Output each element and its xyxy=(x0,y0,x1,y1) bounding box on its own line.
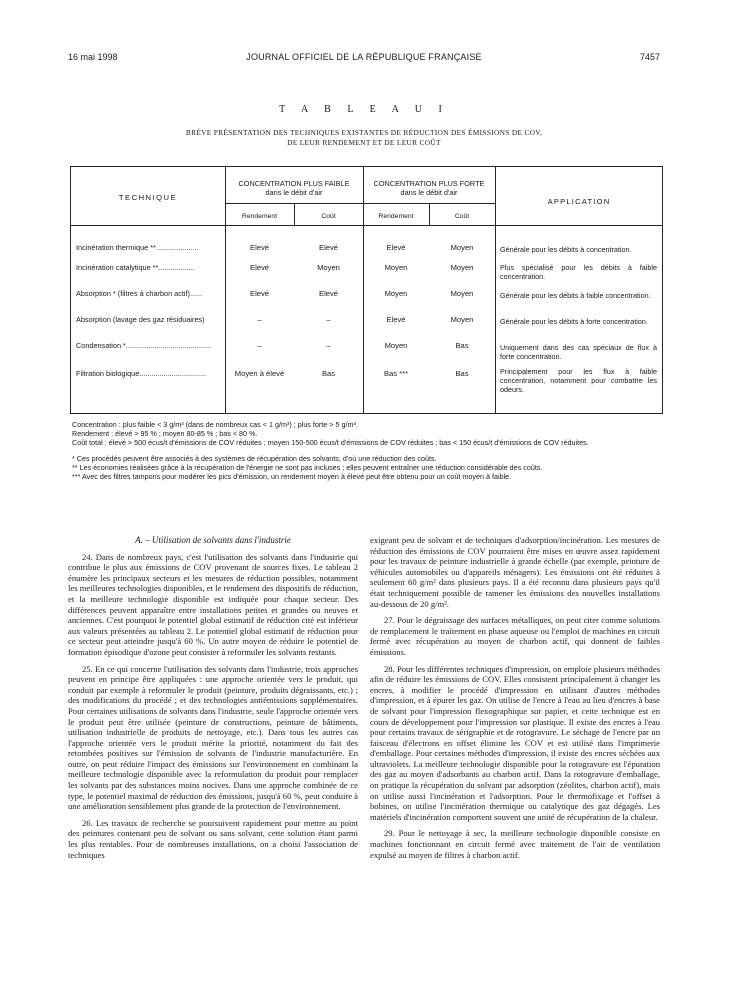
table-row xyxy=(71,243,662,263)
row-technique: Absorption * (filtres à charbon actif)...... xyxy=(76,289,203,298)
table-row xyxy=(71,367,662,394)
col-sub-rendement: Rendement xyxy=(241,213,278,220)
body-column-right xyxy=(370,535,660,860)
header-journal-title: JOURNAL OFFICIEL DE LA RÉPUBLIQUE FRANÇAISE xyxy=(246,52,482,62)
row-application: Générale pour les débits à forte concentration. xyxy=(500,317,648,326)
col-group-forte-line2: dans le débit d'air xyxy=(400,188,458,197)
table-row xyxy=(71,263,662,283)
row-rendement-faible: Elevé xyxy=(250,243,269,252)
table-subtitle-line2: DE LEUR RENDEMENT ET DE LEUR COÛT xyxy=(287,138,441,147)
table-hline xyxy=(225,203,495,204)
col-sub-cout: Coût xyxy=(454,213,470,220)
row-cout-faible: – xyxy=(326,315,331,324)
table-hline xyxy=(71,225,662,226)
note-star2: ** Les économies réalisées grâce à la récupération de l'énergie ne sont pas incluses ; elles peuvent entraîner une réduction considérable des coûts. xyxy=(72,463,543,472)
row-cout-forte: Bas xyxy=(455,341,469,350)
table-subtitle xyxy=(68,128,660,148)
table-row xyxy=(71,315,662,335)
row-rendement-faible: Elevé xyxy=(250,289,269,298)
col-header-technique: TECHNIQUE xyxy=(118,193,178,202)
row-application: Générale pour les débits à concentration. xyxy=(500,245,632,254)
col-group-forte xyxy=(363,179,495,197)
body-column-left xyxy=(68,535,358,860)
header-date: 16 mai 1998 xyxy=(68,52,118,62)
row-rendement-forte: Moyen xyxy=(384,289,408,298)
row-technique: Incinération thermique **..................... xyxy=(76,243,199,252)
row-rendement-faible: – xyxy=(257,341,262,350)
row-cout-faible: Elevé xyxy=(319,243,338,252)
col-header-application: APPLICATION xyxy=(547,197,611,206)
row-rendement-forte: Moyen xyxy=(384,263,408,272)
col-group-forte-line1: CONCENTRATION PLUS FORTE xyxy=(373,179,485,188)
table-notes xyxy=(72,420,662,481)
techniques-table xyxy=(70,166,663,414)
note-concentration: Concentration : plus faible < 3 g/m³ (dans de nombreux cas < 1 g/m³) ; plus forte > 5 g/m³. xyxy=(72,420,358,429)
row-rendement-faible: Elevé xyxy=(250,263,269,272)
row-technique: Condensation *.......................................... xyxy=(76,341,212,350)
col-group-faible-line2: dans le débit d'air xyxy=(265,188,323,197)
row-rendement-forte: Bas *** xyxy=(383,369,409,378)
row-cout-faible: Elevé xyxy=(319,289,338,298)
row-rendement-faible: Moyen à élevé xyxy=(234,369,285,378)
row-rendement-forte: Moyen xyxy=(384,341,408,350)
row-cout-faible: Bas xyxy=(321,369,336,378)
row-cout-forte: Moyen xyxy=(450,263,474,272)
note-star1: * Ces procédés peuvent être associés à des systèmes de récupération des solvants, d'où une réduction des coûts. xyxy=(72,454,437,463)
paragraph-29: 29. Pour le nettoyage à sec, la meilleure technologie disponible consiste en machines fonctionnant en circuit fermé avec traitement de l'air de ventilation expulsé au moyen de filtres à charbon actif. xyxy=(370,828,660,860)
row-application: Générale pour les débits à faible concentration. xyxy=(500,291,651,300)
paragraph-26-continued: exigeant peu de solvant et de techniques d'adsorption/incinération. Les mesures de réduction des émissions de COV pourraient être mises en œuvre assez rapidement pour les travaux de peinture industrielle à grande échelle (par exemple, peinture de véhicules automobiles ou d'appareils ménagers). Les émissions ont été réduites à seulement 60 g/m² dans plusieurs pays. Il a été reconnu dans plusieurs pays qu'il était techniquement possible de ramener les émissions des nouvelles installations au-dessous de 20 g/m². xyxy=(370,535,660,609)
note-cout: Coût total : élevé > 500 écus/t d'émissions de COV réduites ; moyen 150-500 écus/t d'émissions de COV réduites ; bas < 150 écus/t d'émissions de COV réduites. xyxy=(72,438,589,447)
row-technique: Incinération catalytique **.................. xyxy=(76,263,195,272)
row-rendement-faible: – xyxy=(257,315,262,324)
row-rendement-forte: Elevé xyxy=(386,243,406,252)
paragraph-28: 28. Pour les différentes techniques d'impression, on emploie plusieurs méthodes afin de réduire les émissions de COV. Elles consistent principalement à changer les encres, à modifier le procédé d'impression en utilisant d'autres méthodes d'impression, et à épurer les gaz. On utilise de l'encre à l'eau au lieu d'encres à base de solvant pour l'impression flexographique sur papier, et cette technique est en cours de développement pour l'impression sur plastique. Il existe des encres à l'eau pour certains travaux de sérigraphie et de rotogravure. Le séchage de l'encre par un faisceau d'électrons en offset élimine les COV et est utilisé dans l'imprimerie d'emballage. Pour certaines méthodes d'impression, il existe des encres séchées aux ultraviolets. La meilleure technologie disponible pour la rotogravure est l'épuration des gaz au moyen d'adsorbants au charbon actif. Dans la rotogravure d'emballage, on pratique la récupération du solvant par adsorption (zéolites, charbon actif), mais on utilise aussi l'incinération et l'adsorption. Pour le thermofixage et l'offset à bobines, on utilise l'incinération thermique ou catalytique des gaz dégagés. Les matériels d'incinération comportent souvent une unité de récupération de la chaleur. xyxy=(370,663,660,822)
row-technique: Filtration biologique................................. xyxy=(76,369,207,378)
table-subtitle-line1: BRÈVE PRÉSENTATION DES TECHNIQUES EXISTANTES DE RÉDUCTION DES ÉMISSIONS DE COV, xyxy=(185,128,543,137)
row-cout-faible: – xyxy=(326,341,331,350)
row-application: Principalement pour les flux à faible concentration, notamment pour combattre les odeurs. xyxy=(500,367,657,394)
table-row xyxy=(71,289,662,309)
note-rendement: Rendement : élevé > 95 % ; moyen 80-85 % ; bas < 80 %. xyxy=(72,429,258,438)
row-application: Plus spécialisé pour les débits à faible concentration. xyxy=(500,263,657,281)
paragraph-26: 26. Les travaux de recherche se poursuivent rapidement pour mettre au point des peintures contenant peu de solvant ou sans solvant, cette solution étant parmi les plus rentables. Pour de nombreuses installations, on a choisi l'association de techniques xyxy=(68,817,358,860)
col-group-faible xyxy=(225,179,363,197)
col-group-faible-line1: CONCENTRATION PLUS FAIBLE xyxy=(238,179,350,188)
col-sub-cout: Coût xyxy=(321,213,336,220)
row-cout-forte: Bas xyxy=(455,369,469,378)
note-star3: *** Avec des filtres tampons pour modérer les pics d'émission, un rendement moyen à élevé peut être obtenu pour un coût moyen à faible. xyxy=(72,472,512,481)
paragraph-24: 24. Dans de nombreux pays, c'est l'utilisation des solvants dans l'industrie qui contribue le plus aux émissions de COV provenant de sources fixes. Le tableau 2 énumère les principaux secteurs et les mesures de réduction possibles, notamment les meilleures technologies disponibles, et le rendement des dispositifs de réduction, et la meilleure technologie disponible est indiquée pour chaque secteur. Des différences peuvent apparaître entre installations petites et grandes ou neuves et anciennes. C'est pourquoi le potentiel global estimatif de réduction cité est inférieur aux valeurs présentées au tableau 2. Le potentiel global estimatif de réduction pour ce secteur peut atteindre jusqu'à 60 %. Un autre moyen de réduire le potentiel de formation épisodique d'ozone peut consister à reformuler les solvants restants. xyxy=(68,551,358,657)
row-technique: Absorption (lavage des gaz résiduaires) xyxy=(76,315,205,324)
table-row xyxy=(71,341,662,361)
row-cout-faible: Moyen xyxy=(317,263,340,272)
section-title: A. – Utilisation de solvants dans l'industrie xyxy=(135,535,291,545)
row-cout-forte: Moyen xyxy=(450,289,474,298)
header-page-number: 7457 xyxy=(639,52,660,62)
page-header xyxy=(68,52,660,66)
paragraph-25: 25. En ce qui concerne l'utilisation des solvants dans l'industrie, trois approches peuvent en principe être appliquées : une approche orientée vers le produit, qui conduit par exemple à reformuler le produit (peinture, produits dégraissants, etc.) ; des modifications du procédé ; et des technologies antiémissions supplémentaires. Pour certaines utilisations de solvants dans l'industrie, seule l'approche orientée vers le produit peut être utilisée (peinture de constructions, peinture de bâtiments, utilisation industrielle de produits de nettoyage, etc.). Dans tous les autres cas l'approche orientée vers le produit mérite la priorité, notamment du fait des retombées positives sur l'émission de solvants de l'industrie manufacturière. En outre, on peut réduire l'impact des émissions sur l'environnement en combinant la meilleure technologie disponible avec la reformulation du produit pour remplacer les solvants par des substances moins nocives. Dans une approche combinée de ce type, le potentiel maximal de réduction des émissions, jusqu'à 60 %, peut conduire à une amélioration sensiblement plus grande de la protection de l'environnement. xyxy=(68,663,358,812)
row-cout-forte: Moyen xyxy=(450,243,474,252)
row-rendement-forte: Elevé xyxy=(386,315,406,324)
paragraph-27: 27. Pour le dégraissage des surfaces métalliques, on peut citer comme solutions de remplacement le traitement en phase aqueuse ou l'emploi de machines en circuit fermé avec récupération au moyen de charbon actif, qui donnent de faibles émissions. xyxy=(370,615,660,657)
table-title: T A B L E A U I xyxy=(279,104,449,115)
col-sub-rendement: Rendement xyxy=(378,213,414,220)
row-application: Uniquement dans des cas spéciaux de flux à forte concentration. xyxy=(500,343,657,361)
row-cout-forte: Moyen xyxy=(450,315,474,324)
